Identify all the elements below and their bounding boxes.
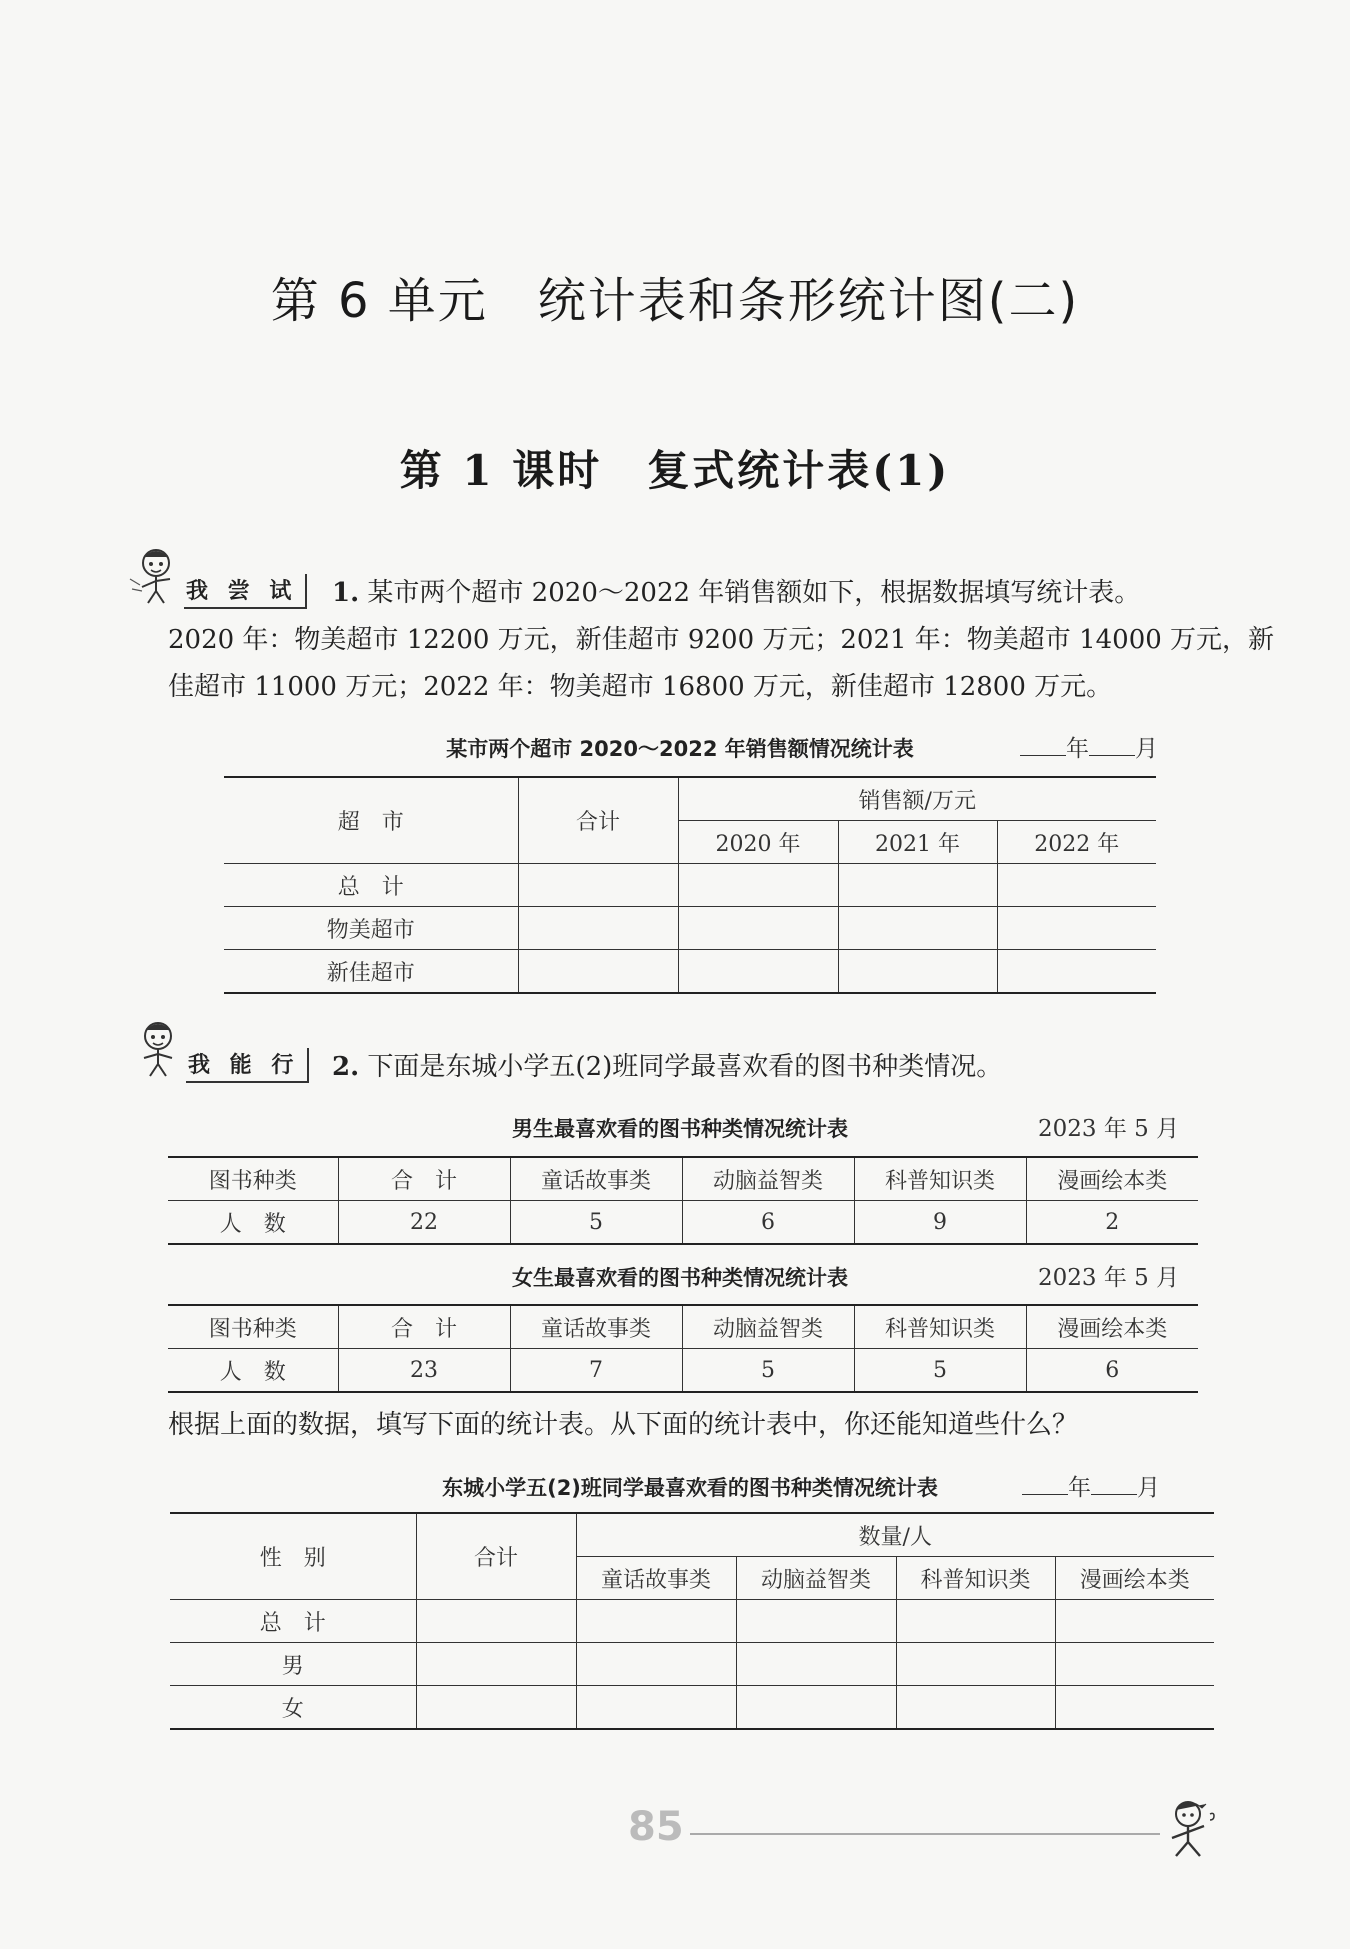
combined-table-caption: 东城小学五(2)班同学最喜欢看的图书种类情况统计表	[442, 1476, 938, 1500]
blank-cell[interactable]	[997, 950, 1156, 994]
footer-rule	[690, 1833, 1160, 1835]
row-label: 人 数	[168, 1349, 338, 1393]
header-category: 科普知识类	[896, 1557, 1055, 1600]
header-category: 漫画绘本类	[1055, 1557, 1214, 1600]
header-cell: 图书种类	[168, 1305, 338, 1349]
blank-cell[interactable]	[896, 1600, 1055, 1643]
boys-table-date: 2023 年 5 月	[1038, 1116, 1180, 1142]
year-blank[interactable]	[1022, 1472, 1068, 1495]
blank-cell[interactable]	[1055, 1600, 1214, 1643]
table-row	[168, 1201, 1198, 1245]
value-cell: 5	[682, 1349, 854, 1393]
table-row	[168, 1349, 1198, 1393]
girls-table	[168, 1304, 1198, 1393]
blank-cell[interactable]	[416, 1600, 576, 1643]
sales-table	[224, 776, 1156, 994]
header-cell: 童话故事类	[510, 1305, 682, 1349]
year-label: 年	[1066, 736, 1089, 762]
table-row	[224, 950, 1156, 994]
row-label: 男	[170, 1643, 416, 1686]
value-cell: 9	[854, 1201, 1026, 1245]
header-year: 2022 年	[997, 821, 1156, 864]
blank-cell[interactable]	[1055, 1643, 1214, 1686]
value-cell: 7	[510, 1349, 682, 1393]
blank-cell[interactable]	[576, 1643, 736, 1686]
question-2-number: 2.	[332, 1052, 360, 1082]
question-1-line2: 2020 年：物美超市 12200 万元，新佳超市 9200 万元；2021 年：物美超市 14000 万元，新	[168, 625, 1275, 655]
header-cell: 漫画绘本类	[1026, 1305, 1198, 1349]
header-cell: 科普知识类	[854, 1305, 1026, 1349]
unit-title: 第 6 单元 统计表和条形统计图(二)	[270, 273, 1080, 329]
blank-cell[interactable]	[997, 864, 1156, 907]
question-1-line3: 佳超市 11000 万元；2022 年：物美超市 16800 万元，新佳超市 12800 万元。	[168, 672, 1113, 702]
question-1-number: 1.	[332, 578, 360, 608]
combined-table	[170, 1512, 1214, 1730]
blank-cell[interactable]	[736, 1686, 896, 1730]
table-row	[170, 1600, 1214, 1643]
header-total: 合计	[416, 1513, 576, 1600]
question-1-text: 某市两个超市 2020～2022 年销售额如下，根据数据填写统计表。	[367, 578, 1141, 608]
row-label: 人 数	[168, 1201, 338, 1245]
header-year: 2020 年	[678, 821, 838, 864]
section-tag-try: 我 尝 试	[184, 574, 307, 609]
blank-cell[interactable]	[736, 1643, 896, 1686]
header-cell: 漫画绘本类	[1026, 1157, 1198, 1201]
table-row	[224, 907, 1156, 950]
row-label: 物美超市	[224, 907, 518, 950]
boys-table-caption: 男生最喜欢看的图书种类情况统计表	[512, 1117, 848, 1141]
header-supermarket: 超 市	[224, 777, 518, 864]
value-cell: 22	[338, 1201, 510, 1245]
blank-cell[interactable]	[678, 950, 838, 994]
page-number: 85	[628, 1804, 684, 1850]
header-cell: 动脑益智类	[682, 1305, 854, 1349]
blank-cell[interactable]	[678, 864, 838, 907]
table1-caption: 某市两个超市 2020～2022 年销售额情况统计表	[446, 737, 914, 761]
blank-cell[interactable]	[518, 950, 678, 994]
value-cell: 6	[682, 1201, 854, 1245]
table-row	[224, 864, 1156, 907]
blank-cell[interactable]	[576, 1600, 736, 1643]
header-total: 合计	[518, 777, 678, 864]
row-label: 总 计	[170, 1600, 416, 1643]
year-blank[interactable]	[1020, 733, 1066, 756]
header-quantity: 数量/人	[576, 1513, 1214, 1557]
blank-cell[interactable]	[736, 1600, 896, 1643]
girls-table-date: 2023 年 5 月	[1038, 1265, 1180, 1291]
blank-cell[interactable]	[518, 864, 678, 907]
value-cell: 6	[1026, 1349, 1198, 1393]
table-row	[170, 1686, 1214, 1730]
header-sales: 销售额/万元	[678, 777, 1156, 821]
value-cell: 2	[1026, 1201, 1198, 1245]
girls-table-caption: 女生最喜欢看的图书种类情况统计表	[512, 1266, 848, 1290]
blank-cell[interactable]	[416, 1686, 576, 1730]
blank-cell[interactable]	[896, 1643, 1055, 1686]
value-cell: 5	[854, 1349, 1026, 1393]
boys-table	[168, 1156, 1198, 1245]
row-label: 总 计	[224, 864, 518, 907]
section-tag-can-do: 我 能 行	[186, 1048, 309, 1083]
year-label: 年	[1068, 1475, 1091, 1501]
month-label: 月	[1135, 736, 1158, 762]
blank-cell[interactable]	[416, 1643, 576, 1686]
table1-date	[1020, 730, 1158, 763]
header-cell: 科普知识类	[854, 1157, 1026, 1201]
header-year: 2021 年	[838, 821, 997, 864]
value-cell: 23	[338, 1349, 510, 1393]
combined-table-date	[1022, 1469, 1160, 1502]
question-1	[332, 570, 1140, 616]
footer-mascot-icon	[1160, 1796, 1222, 1860]
blank-cell[interactable]	[678, 907, 838, 950]
blank-cell[interactable]	[838, 907, 997, 950]
table-row	[170, 1643, 1214, 1686]
header-category: 童话故事类	[576, 1557, 736, 1600]
header-cell: 合 计	[338, 1305, 510, 1349]
row-label: 女	[170, 1686, 416, 1730]
row-label: 新佳超市	[224, 950, 518, 994]
blank-cell[interactable]	[896, 1686, 1055, 1730]
blank-cell[interactable]	[997, 907, 1156, 950]
lesson-title: 第 1 课时 复式统计表(1)	[399, 446, 951, 495]
blank-cell[interactable]	[838, 950, 997, 994]
header-gender: 性 别	[170, 1513, 416, 1600]
month-blank[interactable]	[1089, 733, 1135, 756]
blank-cell[interactable]	[518, 907, 678, 950]
blank-cell[interactable]	[1055, 1686, 1214, 1730]
question-2	[332, 1044, 1002, 1090]
month-label: 月	[1137, 1475, 1160, 1501]
header-cell: 图书种类	[168, 1157, 338, 1201]
month-blank[interactable]	[1091, 1472, 1137, 1495]
blank-cell[interactable]	[576, 1686, 736, 1730]
header-cell: 动脑益智类	[682, 1157, 854, 1201]
header-cell: 合 计	[338, 1157, 510, 1201]
header-cell: 童话故事类	[510, 1157, 682, 1201]
blank-cell[interactable]	[838, 864, 997, 907]
header-category: 动脑益智类	[736, 1557, 896, 1600]
question-2-text: 下面是东城小学五(2)班同学最喜欢看的图书种类情况。	[367, 1052, 1003, 1082]
value-cell: 5	[510, 1201, 682, 1245]
mascot-icon	[128, 545, 184, 605]
instruction-text: 根据上面的数据，填写下面的统计表。从下面的统计表中，你还能知道些什么？	[168, 1410, 1079, 1440]
mascot-icon	[130, 1018, 186, 1078]
